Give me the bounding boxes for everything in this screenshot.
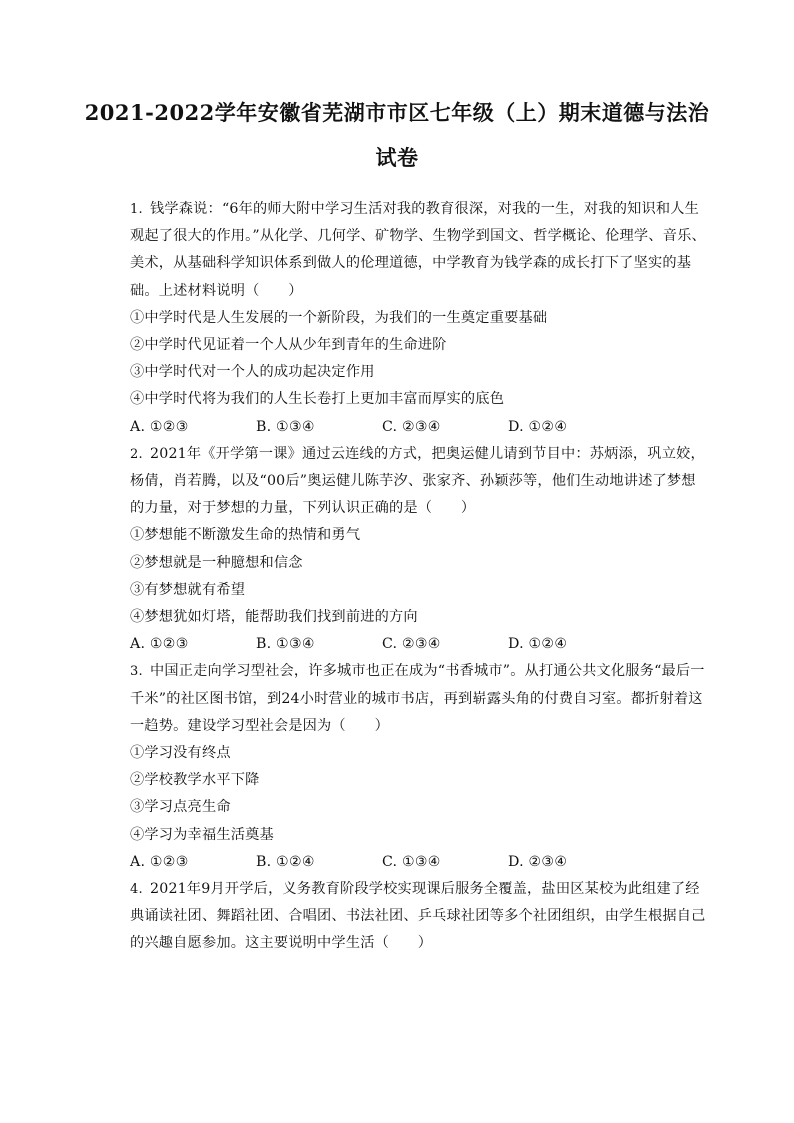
choice-a: A. ①②③	[130, 853, 189, 870]
question-stem: 钱学森说：“6年的师大附中学习生活对我的教育很深，对我的一生，对我的知识和人生观起了很大的作用。”从化学、几何学、矿物学、生物学到国文、哲学概论、伦理学、音乐、美术，从基础科学知识体系到做人的伦理道德，中学教育为钱学森的成长打下了坚实的基础。上述材料说明（ ）	[130, 201, 706, 299]
answer-choices	[130, 849, 706, 876]
statement-option: ③中学时代对一个人的成功起决定作用	[130, 364, 375, 381]
question-stem: 2021年《开学第一课》通过云连线的方式，把奥运健儿请到节目中：苏炳添，巩立姣，杨倩，肖若腾，以及“00后”奥运健儿陈芋汐、张家齐、孙颖莎等，他们生动地讲述了梦想的力量，对于梦想的力量，下列认识正确的是（ ）	[130, 445, 705, 517]
choice-b: B. ①③④	[256, 418, 315, 435]
question-1	[130, 196, 706, 441]
statement-option: ④梦想犹如灯塔，能帮助我们找到前进的方向	[130, 609, 418, 626]
question-list	[130, 196, 706, 958]
statement-option: ②中学时代见证着一个人从少年到青年的生命进阶	[130, 337, 447, 354]
question-4	[130, 876, 706, 958]
choice-c: C. ①③④	[382, 853, 441, 870]
choice-b: B. ①③④	[256, 636, 315, 653]
choice-c: C. ②③④	[382, 636, 441, 653]
choice-a: A. ①②③	[130, 636, 189, 653]
statement-option: ②梦想就是一种臆想和信念	[130, 554, 303, 571]
choice-d: D. ②③④	[508, 853, 568, 870]
statement-option: ③有梦想就有希望	[130, 581, 246, 598]
statement-option: ①学习没有终点	[130, 745, 231, 762]
page-title-line-2: 试卷	[375, 145, 419, 170]
question-stem: 2021年9月开学后，义务教育阶段学校实现课后服务全覆盖，盐田区某校为此组建了经典诵读社团、舞蹈社团、合唱团、书法社团、乒乓球社团等多个社团组织，由学生根据自己的兴趣自愿参加。这主要说明中学生活（ ）	[130, 881, 706, 952]
choice-b: B. ①②④	[256, 853, 315, 870]
question-2	[130, 441, 706, 659]
statement-option: ①中学时代是人生发展的一个新阶段，为我们的一生奠定重要基础	[130, 309, 548, 326]
statement-option: ④学习为幸福生活奠基	[130, 826, 274, 843]
question-number: 4.	[130, 882, 143, 898]
statement-option: ③学习点亮生命	[130, 799, 231, 816]
choice-d: D. ①②④	[508, 418, 568, 435]
question-number: 1.	[130, 202, 143, 217]
page-title-line-1: 2021-2022学年安徽省芜湖市市区七年级（上）期末道德与法治	[84, 100, 710, 125]
choice-d: D. ①②④	[508, 636, 568, 653]
answer-choices	[130, 631, 706, 658]
question-number: 3.	[130, 664, 143, 680]
statement-option: ④中学时代将为我们的人生长卷打上更加丰富而厚实的底色	[130, 391, 505, 408]
question-3	[130, 658, 706, 876]
statement-option: ①梦想能不断激发生命的热情和勇气	[130, 527, 361, 544]
question-stem: 中国正走向学习型社会，许多城市也正在成为“书香城市”。从打通公共文化服务“最后一千米”的社区图书馆，到24小时营业的城市书店，再到崭露头角的付费自习室。都折射着这一趋势。建设学习型社会是因为（ ）	[130, 663, 705, 734]
choice-a: A. ①②③	[130, 418, 189, 435]
question-number: 2.	[130, 446, 143, 462]
answer-choices	[130, 414, 706, 441]
statement-option: ②学校教学水平下降	[130, 772, 260, 789]
choice-c: C. ②③④	[382, 418, 441, 435]
